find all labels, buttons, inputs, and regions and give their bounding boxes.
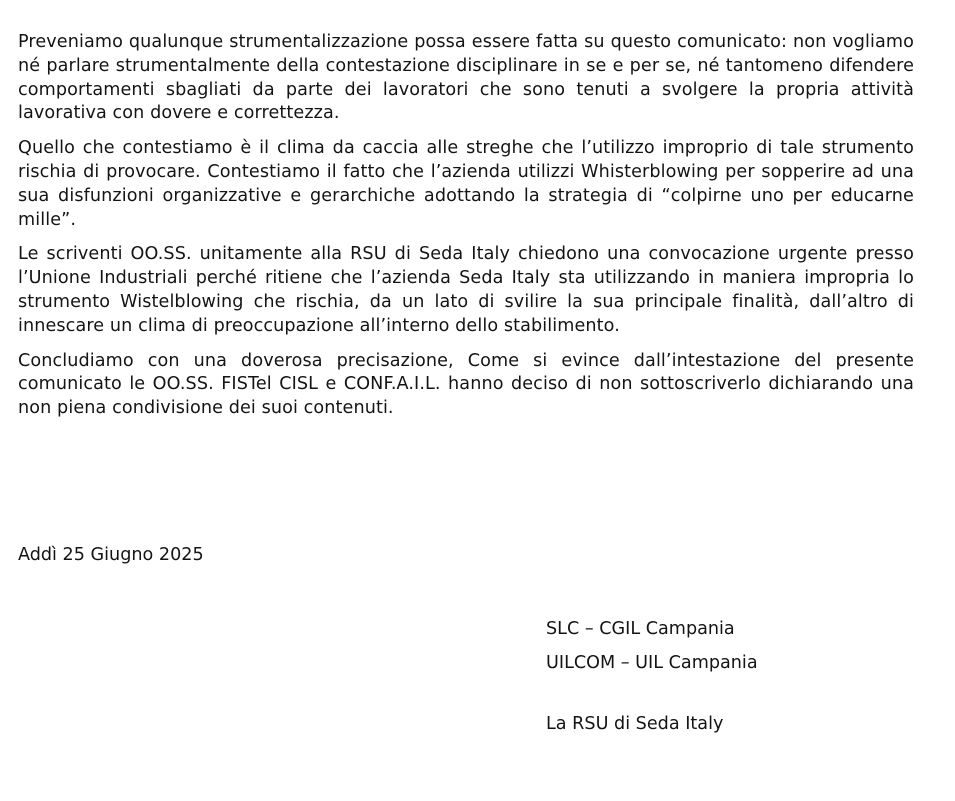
signatory-rsu: La RSU di Seda Italy [546, 714, 724, 734]
document-body [18, 31, 914, 432]
signatory-slc-cgil: SLC – CGIL Campania [546, 619, 735, 639]
paragraph-3: Le scriventi OO.SS. unitamente alla RSU di Seda Italy chiedono una convocazione urgente presso l’Unione Industriali perché ritiene che l’azienda Seda Italy sta utilizzando in maniera impropria lo strumento Wistelblowing che rischia, da un lato di svilire la sua principale finalità, dall’altro di innescare un clima di preoccupazione all’interno dello stabilimento. [18, 244, 914, 336]
paragraph-4: Concludiamo con una doverosa precisazione, Come si evince dall’intestazione del presente comunicato le OO.SS. FISTel CISL e CONF.A.I.L. hanno deciso di non sottoscriverlo dichiarando una non piena condivisione dei suoi contenuti. [18, 350, 914, 419]
paragraph-1: Preveniamo qualunque strumentalizzazione possa essere fatta su questo comunicato: non vogliamo né parlare strumentalmente della contestazione disciplinare in se e per se, né tantomeno difendere comportamenti sbagliati da parte dei lavoratori che sono tenuti a svolgere la propria attività lavorativa con dovere e correttezza. [18, 32, 914, 124]
paragraph-2: Quello che contestiamo è il clima da caccia alle streghe che l’utilizzo improprio di tale strumento rischia di provocare. Contestiamo il fatto che l’azienda utilizzi Whisterblowing per sopperire ad una sua disfunzioni organizzative e gerarchiche adottando la strategia di “colpirne uno per educarne mille”. [18, 138, 914, 230]
date-line: Addì 25 Giugno 2025 [18, 545, 204, 565]
signature-block [546, 617, 758, 736]
signatory-uilcom-uil: UILCOM – UIL Campania [546, 653, 758, 673]
